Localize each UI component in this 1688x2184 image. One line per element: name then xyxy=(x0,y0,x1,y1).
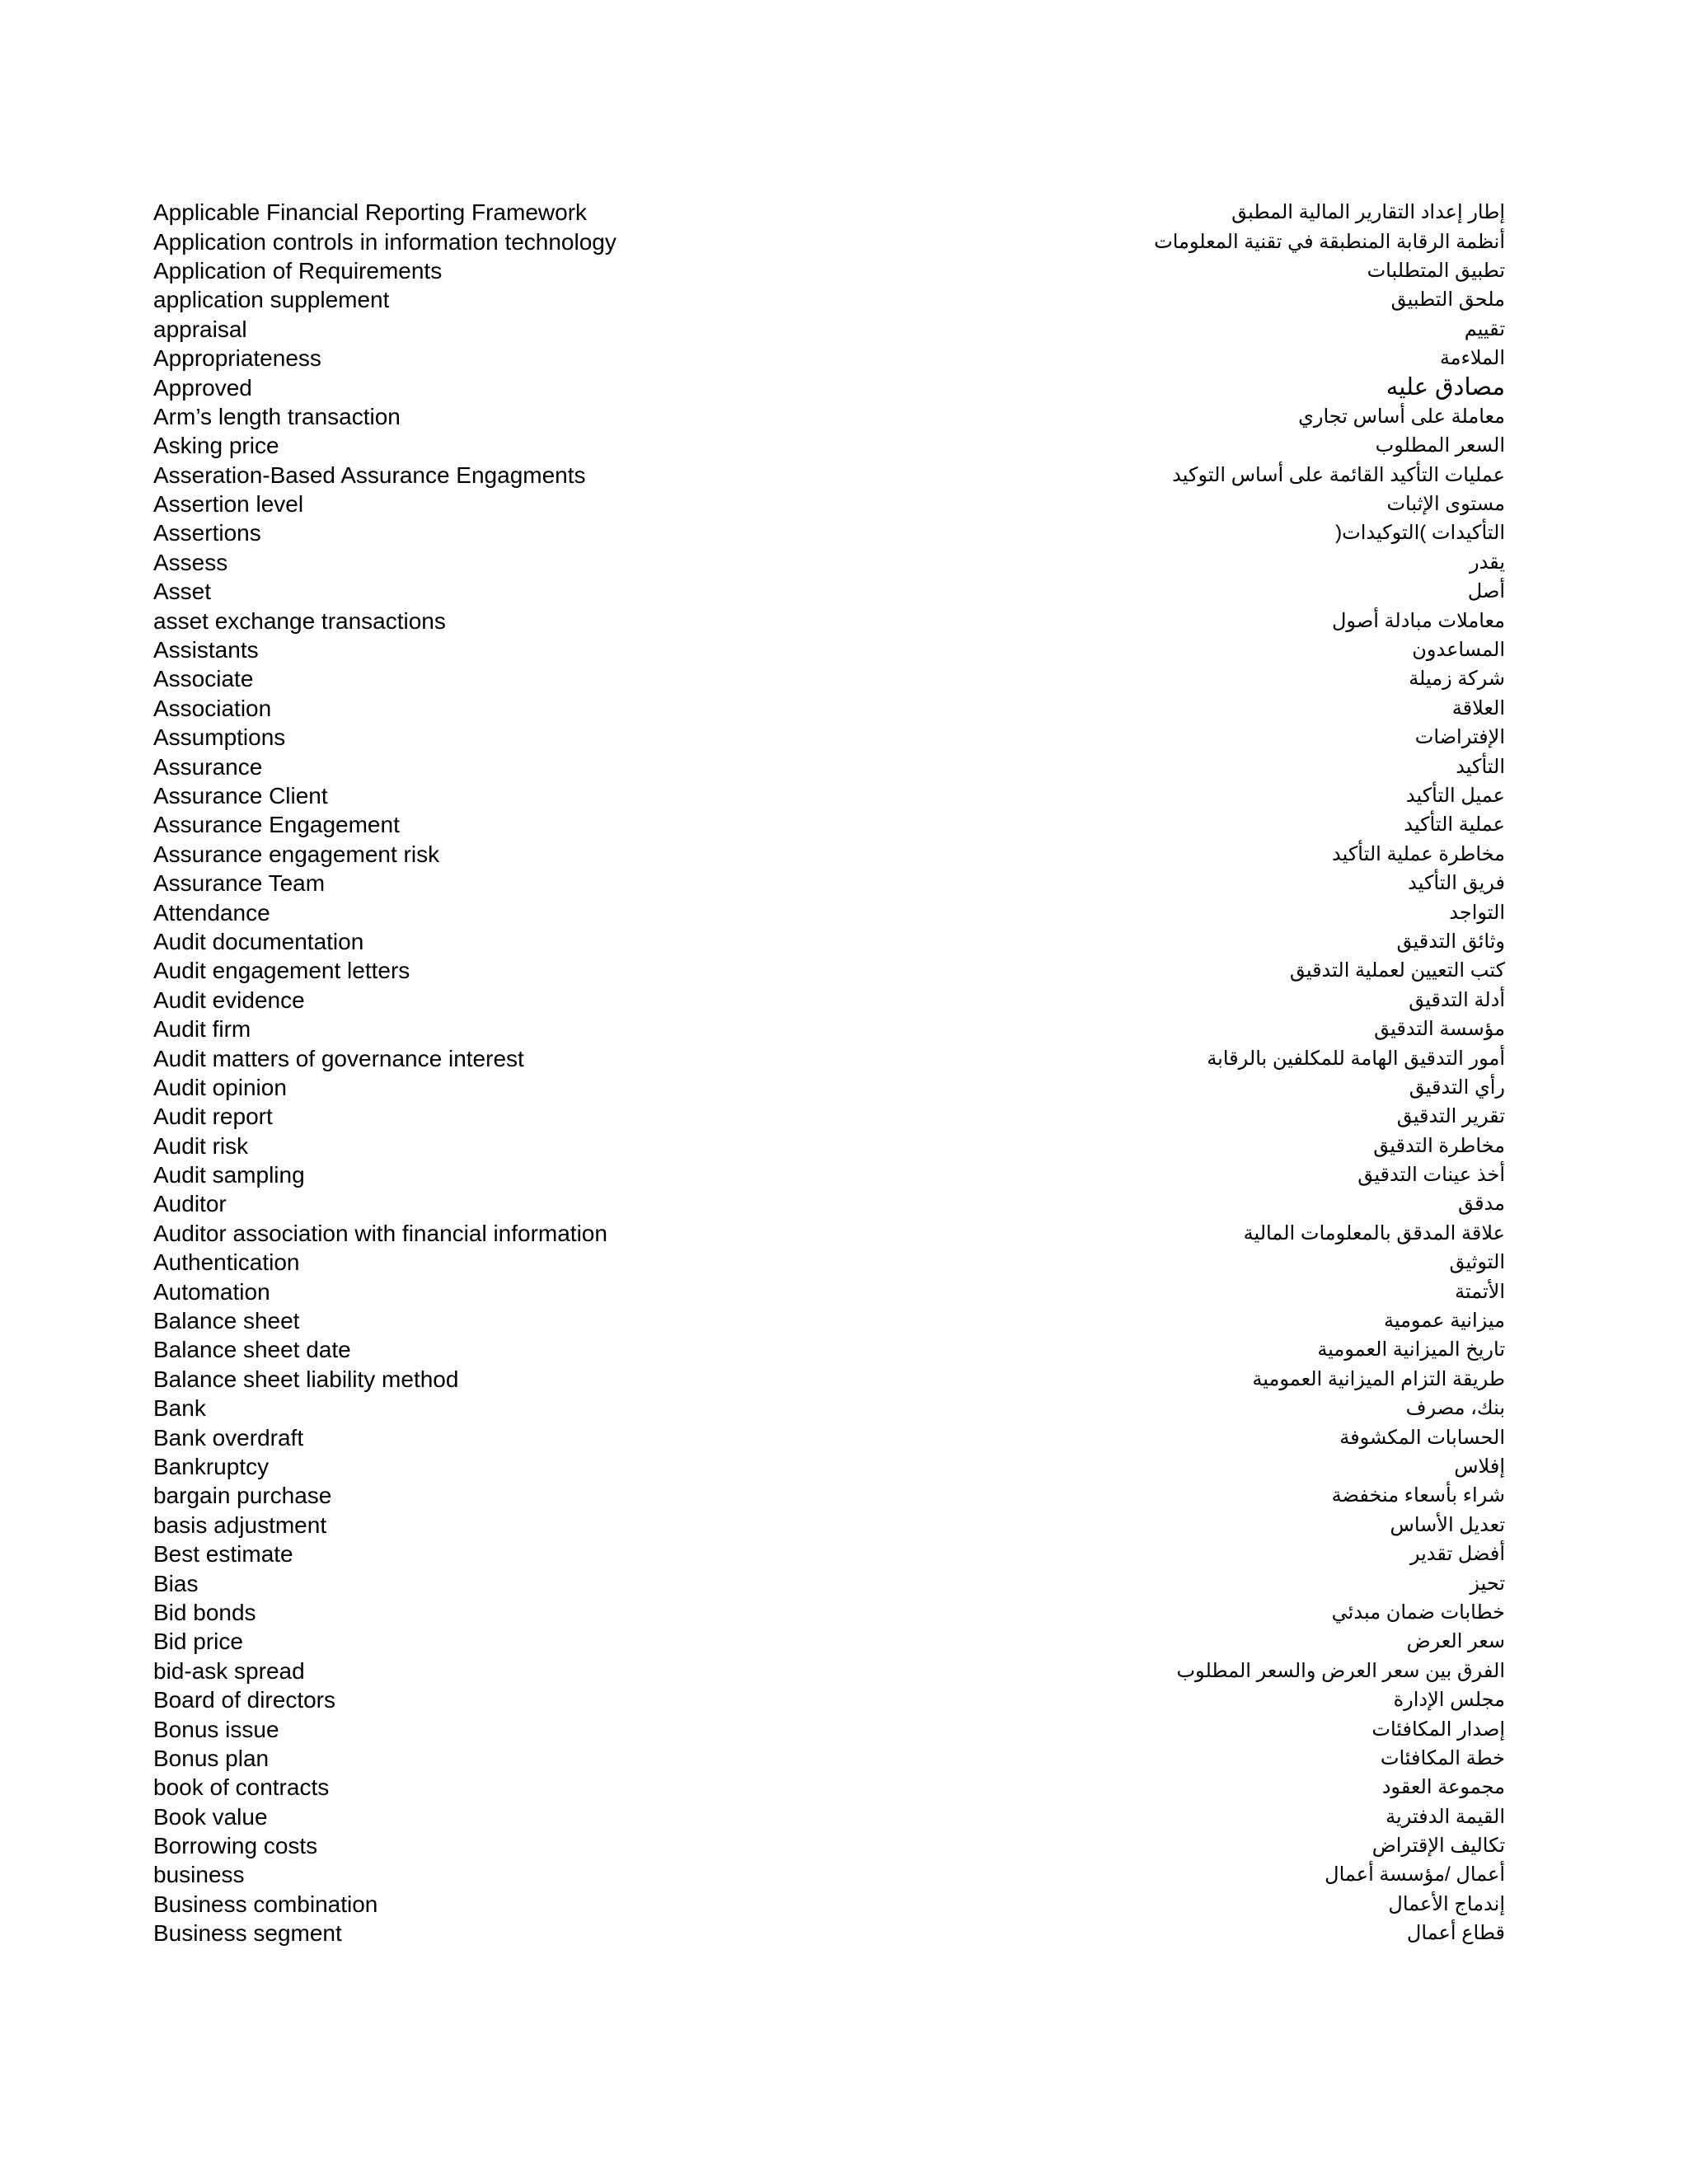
english-term: Bid bonds xyxy=(153,1599,256,1625)
glossary-entry xyxy=(153,1015,1505,1043)
english-term: Audit report xyxy=(153,1104,273,1130)
english-term: Asking price xyxy=(153,433,279,459)
glossary-entry xyxy=(153,1540,1505,1568)
arabic-term: السعر المطلوب xyxy=(1375,434,1505,457)
english-term: Assistants xyxy=(153,637,259,663)
english-term: Bank xyxy=(153,1395,206,1422)
english-term: Application controls in information technology xyxy=(153,228,617,255)
english-term: asset exchange transactions xyxy=(153,607,446,634)
glossary-entry xyxy=(153,1365,1505,1394)
arabic-term: تعديل الأساس xyxy=(1390,1513,1505,1536)
glossary-entry xyxy=(153,402,1505,431)
glossary-entry xyxy=(153,1132,1505,1160)
glossary-entry xyxy=(153,1452,1505,1481)
arabic-term: مؤسسة التدقيق xyxy=(1374,1018,1505,1041)
english-term: Bid price xyxy=(153,1629,243,1655)
glossary-entry xyxy=(153,723,1505,752)
arabic-term: مخاطرة التدقيق xyxy=(1373,1134,1505,1157)
english-term: Audit engagement letters xyxy=(153,958,410,984)
english-term: Asseration-Based Assurance Engagments xyxy=(153,462,586,488)
glossary-entry xyxy=(153,490,1505,518)
glossary-entry xyxy=(153,927,1505,956)
english-term: Assurance engagement risk xyxy=(153,841,440,867)
glossary-entry xyxy=(153,1422,1505,1451)
english-term: application supplement xyxy=(153,287,390,313)
glossary-entry xyxy=(153,431,1505,460)
english-term: Business combination xyxy=(153,1891,378,1917)
glossary-entry xyxy=(153,1481,1505,1510)
glossary-entry xyxy=(153,956,1505,985)
glossary-entry xyxy=(153,373,1505,401)
glossary-entry xyxy=(153,606,1505,635)
english-term: Assertions xyxy=(153,520,261,546)
glossary-entry xyxy=(153,694,1505,723)
arabic-term: التواجد xyxy=(1449,901,1505,924)
english-term: Bias xyxy=(153,1570,199,1596)
english-term: Audit firm xyxy=(153,1016,251,1043)
arabic-term: القيمة الدفترية xyxy=(1386,1805,1505,1828)
english-term: Association xyxy=(153,695,272,721)
english-term: Audit matters of governance interest xyxy=(153,1045,524,1071)
glossary-entry xyxy=(153,1043,1505,1072)
english-term: Audit evidence xyxy=(153,987,305,1013)
arabic-term: الملاءمة xyxy=(1439,347,1505,370)
arabic-term: أخذ عينات التدقيق xyxy=(1357,1164,1505,1187)
english-term: Assumptions xyxy=(153,724,286,751)
arabic-term: كتب التعيين لعملية التدقيق xyxy=(1289,959,1505,982)
english-term: Auditor xyxy=(153,1191,227,1217)
arabic-term: مصادق عليه xyxy=(1386,373,1505,401)
glossary-entry xyxy=(153,227,1505,255)
glossary-entry xyxy=(153,1219,1505,1248)
glossary-entry xyxy=(153,1102,1505,1131)
english-term: Asset xyxy=(153,579,212,605)
arabic-term: سعر العرض xyxy=(1406,1630,1505,1653)
english-term: Audit sampling xyxy=(153,1162,305,1188)
glossary-entry xyxy=(153,635,1505,664)
english-term: Best estimate xyxy=(153,1541,293,1568)
arabic-term: وثائق التدقيق xyxy=(1396,930,1505,953)
arabic-term: تقييم xyxy=(1464,317,1505,340)
arabic-term: تطبيق المتطلبات xyxy=(1367,259,1505,282)
glossary-list xyxy=(153,198,1505,1947)
english-term: Assurance xyxy=(153,753,263,780)
arabic-term: عملية التأكيد xyxy=(1404,813,1505,837)
english-term: Bankruptcy xyxy=(153,1453,270,1479)
arabic-term: تحيز xyxy=(1470,1572,1505,1595)
glossary-entry xyxy=(153,1627,1505,1656)
english-term: Application of Requirements xyxy=(153,257,443,284)
glossary-entry xyxy=(153,548,1505,577)
arabic-term: علاقة المدقق بالمعلومات المالية xyxy=(1243,1221,1505,1244)
glossary-entry xyxy=(153,810,1505,839)
arabic-term: شركة زميلة xyxy=(1409,668,1505,691)
english-term: Assess xyxy=(153,549,228,575)
english-term: Assertion level xyxy=(153,491,304,518)
glossary-entry xyxy=(153,781,1505,810)
glossary-entry xyxy=(153,1714,1505,1743)
english-term: Audit opinion xyxy=(153,1074,287,1100)
arabic-term: معاملات مبادلة أصول xyxy=(1331,609,1505,632)
english-term: Borrowing costs xyxy=(153,1833,318,1859)
glossary-entry xyxy=(153,1831,1505,1860)
english-term: Auditor association with financial information xyxy=(153,1220,607,1246)
english-term: bid-ask spread xyxy=(153,1657,305,1684)
glossary-entry xyxy=(153,577,1505,606)
glossary-entry xyxy=(153,1568,1505,1597)
english-term: Authentication xyxy=(153,1249,300,1276)
english-term: Balance sheet xyxy=(153,1308,300,1334)
glossary-entry xyxy=(153,1511,1505,1540)
arabic-term: أمور التدقيق الهامة للمكلفين بالرقابة xyxy=(1207,1047,1505,1070)
glossary-entry xyxy=(153,1335,1505,1364)
glossary-entry xyxy=(153,1773,1505,1802)
english-term: Balance sheet date xyxy=(153,1337,351,1363)
arabic-term: عميل التأكيد xyxy=(1405,785,1505,807)
arabic-term: العلاقة xyxy=(1451,696,1505,719)
arabic-term: أفضل تقدير xyxy=(1409,1543,1505,1566)
glossary-entry xyxy=(153,1248,1505,1277)
english-term: Audit risk xyxy=(153,1132,249,1159)
glossary-entry xyxy=(153,986,1505,1015)
glossary-entry xyxy=(153,1860,1505,1889)
glossary-entry xyxy=(153,664,1505,693)
glossary-entry xyxy=(153,285,1505,314)
glossary-entry xyxy=(153,518,1505,547)
english-term: Board of directors xyxy=(153,1687,335,1713)
glossary-entry xyxy=(153,1744,1505,1773)
glossary-entry xyxy=(153,1277,1505,1305)
arabic-term: طريقة التزام الميزانية العمومية xyxy=(1252,1367,1505,1390)
glossary-entry xyxy=(153,1685,1505,1714)
arabic-term: مجموعة العقود xyxy=(1381,1776,1505,1799)
english-term: Approved xyxy=(153,374,252,401)
arabic-term: مخاطرة عملية التأكيد xyxy=(1332,842,1505,865)
arabic-term: مجلس الإدارة xyxy=(1393,1689,1505,1712)
english-term: Assurance Client xyxy=(153,783,328,808)
arabic-term: ميزانية عمومية xyxy=(1383,1310,1505,1333)
english-term: Automation xyxy=(153,1278,270,1305)
english-term: book of contracts xyxy=(153,1774,330,1801)
arabic-term: مستوى الإثبات xyxy=(1386,493,1505,516)
glossary-entry xyxy=(153,1802,1505,1830)
arabic-term: إندماج الأعمال xyxy=(1388,1892,1505,1915)
english-term: Balance sheet liability method xyxy=(153,1366,459,1392)
arabic-term: إصدار المكافئات xyxy=(1372,1718,1505,1741)
english-term: Assurance Engagement xyxy=(153,812,400,838)
arabic-term: تاريخ الميزانية العمومية xyxy=(1317,1338,1505,1361)
glossary-entry xyxy=(153,1189,1505,1218)
arabic-term: معاملة على أساس تجاري xyxy=(1298,405,1505,428)
english-term: bargain purchase xyxy=(153,1483,332,1509)
glossary-entry xyxy=(153,840,1505,869)
english-term: basis adjustment xyxy=(153,1511,327,1538)
glossary-entry xyxy=(153,869,1505,898)
arabic-term: بنك، مصرف xyxy=(1405,1397,1505,1420)
glossary-entry xyxy=(153,315,1505,344)
arabic-term: خطة المكافئات xyxy=(1380,1746,1505,1769)
glossary-entry xyxy=(153,898,1505,926)
arabic-term: أنظمة الرقابة المنطبقة في تقنية المعلومات xyxy=(1154,230,1505,253)
english-term: Book value xyxy=(153,1803,268,1830)
glossary-entry xyxy=(153,1890,1505,1919)
arabic-term: الأتمتة xyxy=(1454,1280,1505,1303)
arabic-term: الإفتراضات xyxy=(1414,726,1505,749)
english-term: Arm’s length transaction xyxy=(153,403,401,429)
arabic-term: فريق التأكيد xyxy=(1408,872,1505,895)
glossary-entry xyxy=(153,344,1505,373)
arabic-term: التأكيد xyxy=(1456,755,1505,778)
arabic-term: تكاليف الإقتراض xyxy=(1372,1835,1505,1858)
glossary-entry xyxy=(153,198,1505,227)
glossary-entry xyxy=(153,1306,1505,1335)
english-term: Bank overdraft xyxy=(153,1424,304,1451)
arabic-term: أعمال /مؤسسة أعمال xyxy=(1325,1863,1505,1886)
arabic-term: المساعدون xyxy=(1412,639,1505,662)
english-term: Audit documentation xyxy=(153,928,364,954)
english-term: Assurance Team xyxy=(153,870,326,897)
arabic-term: إفلاس xyxy=(1454,1455,1505,1478)
glossary-entry xyxy=(153,1598,1505,1627)
arabic-term: شراء بأسعاء منخفضة xyxy=(1331,1484,1505,1507)
arabic-term: قطاع أعمال xyxy=(1406,1922,1505,1945)
glossary-entry xyxy=(153,1919,1505,1947)
arabic-term: مدقق xyxy=(1458,1193,1505,1216)
arabic-term: إطار إعداد التقارير المالية المطبق xyxy=(1231,201,1505,224)
arabic-term: عمليات التأكيد القائمة على أساس التوكيد xyxy=(1172,463,1505,486)
arabic-term: تقرير التدقيق xyxy=(1396,1105,1505,1128)
glossary-entry xyxy=(153,1073,1505,1102)
glossary-entry xyxy=(153,1394,1505,1422)
english-term: business xyxy=(153,1862,245,1888)
glossary-entry xyxy=(153,256,1505,285)
english-term: Associate xyxy=(153,666,254,692)
english-term: Applicable Financial Reporting Framework xyxy=(153,199,588,226)
glossary-entry xyxy=(153,1160,1505,1189)
arabic-term: التأكيدات )التوكيدات( xyxy=(1335,522,1505,545)
english-term: Appropriateness xyxy=(153,345,321,372)
glossary-entry xyxy=(153,461,1505,490)
arabic-term: أصل xyxy=(1467,580,1505,603)
english-term: Bonus issue xyxy=(153,1716,279,1742)
arabic-term: ملحق التطبيق xyxy=(1390,288,1505,312)
arabic-term: الحسابات المكشوفة xyxy=(1339,1426,1505,1449)
english-term: appraisal xyxy=(153,316,247,342)
arabic-term: أدلة التدقيق xyxy=(1409,988,1505,1011)
glossary-entry xyxy=(153,752,1505,780)
arabic-term: يقدر xyxy=(1469,551,1505,574)
english-term: Business segment xyxy=(153,1920,342,1947)
glossary-entry xyxy=(153,1657,1505,1685)
english-term: Attendance xyxy=(153,899,270,926)
arabic-term: رأي التدقيق xyxy=(1409,1076,1505,1099)
arabic-term: التوثيق xyxy=(1449,1251,1505,1274)
english-term: Bonus plan xyxy=(153,1745,270,1771)
arabic-term: الفرق بين سعر العرض والسعر المطلوب xyxy=(1176,1659,1505,1682)
arabic-term: خطابات ضمان مبدئي xyxy=(1331,1601,1505,1624)
